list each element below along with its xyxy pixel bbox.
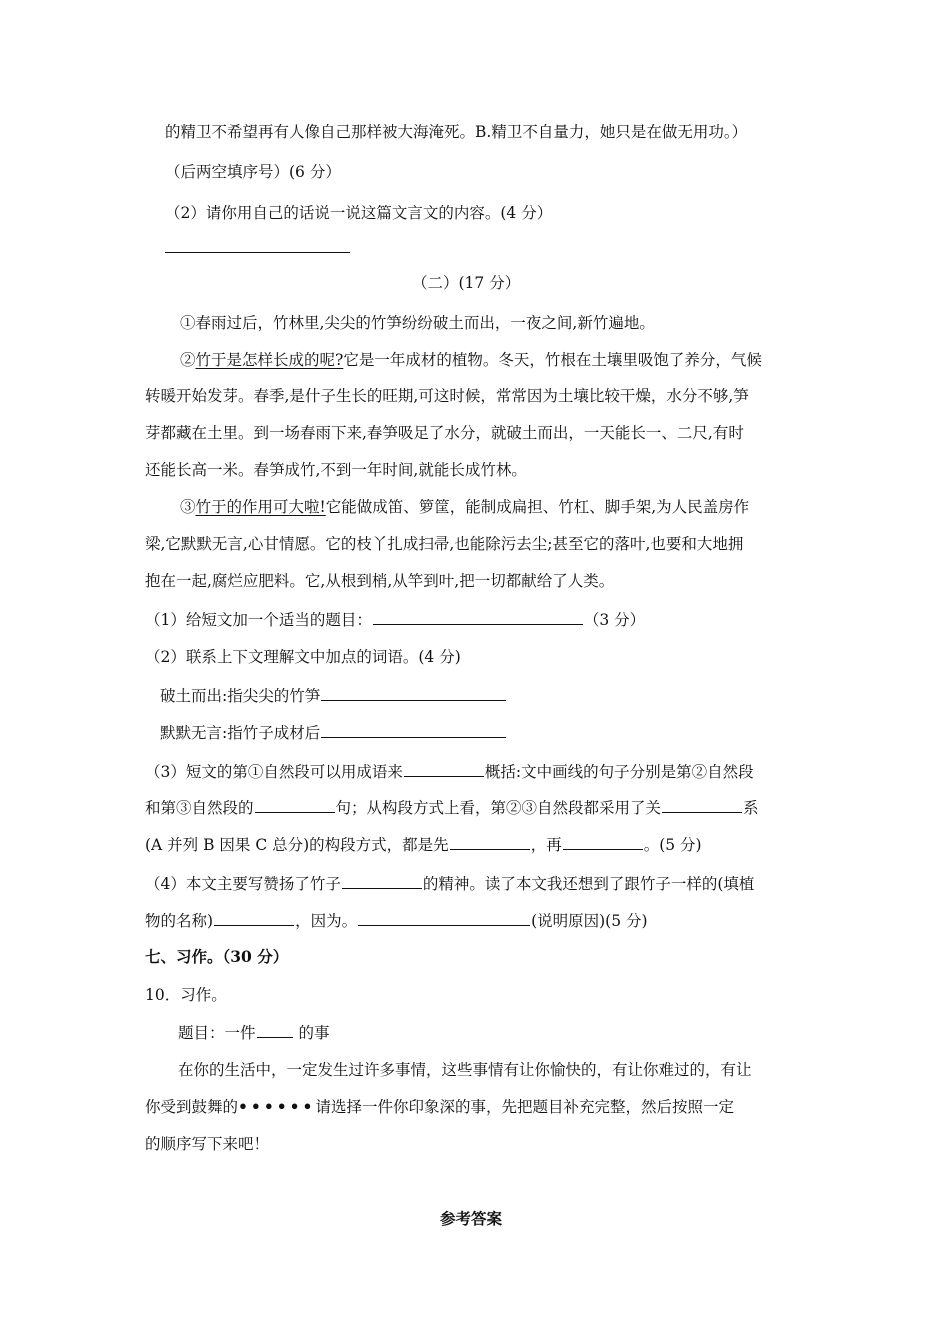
question-2b: 默默无言:指竹子成材后 — [160, 722, 507, 742]
paragraph-3-line: 梁,它默默无言,心甘情愿。它的枝丫扎成扫帚,也能除污去尘;甚至它的落叶,也要和大地拥 — [145, 535, 744, 553]
answer-blank[interactable] — [342, 873, 422, 889]
answer-blank[interactable] — [404, 761, 484, 777]
answer-blank[interactable] — [255, 797, 335, 813]
question-3-line: (A 并列 B 因果 C 总分)的构段方式，都是先 ，再 。(5 分) — [145, 836, 702, 854]
answer-blank[interactable] — [358, 910, 530, 926]
answers-heading: 参考答案 — [440, 1209, 503, 1228]
underlined-sentence: 竹于是怎样长成的呢? — [195, 351, 344, 369]
paragraph-1: ①春雨过后，竹林里,尖尖的竹笋纷纷破土而出，一夜之间,新竹遍地。 — [180, 314, 655, 332]
answer-blank[interactable] — [450, 834, 530, 850]
question-4-line: （4）本文主要写赞扬了竹子 的精神。读了本文我还想到了跟竹子一样的(填植 — [145, 875, 755, 893]
answer-blank[interactable] — [662, 797, 742, 813]
question-3-line: 和第③自然段的 句；从构段方式上看，第②③自然段都采用了关 系 — [145, 799, 759, 817]
paragraph-3-line: 抱在一起,腐烂应肥料。它,从根到梢,从竿到叶,把一切都献给了人类。 — [145, 572, 615, 590]
ellipsis-dots: •••••• — [238, 1097, 316, 1116]
item-10: 10．习作。 — [145, 986, 227, 1004]
question-1: （1）给短文加一个适当的题目： （3 分） — [145, 611, 646, 629]
paragraph-2-line: ②竹于是怎样长成的呢?它是一年成材的植物。冬天，竹根在土壤里吸饱了养分，气候 — [180, 351, 762, 369]
section-heading: （二）(17 分） — [412, 274, 521, 292]
paragraph-2-line: 还能长高一米。春笋成竹,不到一年时间,就能长成竹林。 — [145, 461, 527, 479]
section-seven-heading: 七、习作。（30 分） — [145, 947, 289, 966]
composition-prompt-line: 你受到鼓舞的••••••请选择一件你印象深的事，先把题目补充完整，然后按照一定 — [145, 1097, 734, 1116]
composition-title: 题目：一件 的事 — [178, 1024, 330, 1042]
answer-blank[interactable] — [321, 722, 506, 738]
question-text: （2）请你用自己的话说一说这篇文言文的内容。(4 分） — [165, 204, 553, 222]
answer-blank[interactable] — [563, 834, 643, 850]
question-4-line: 物的名称) ，因为。 (说明原因)(5 分) — [145, 912, 648, 930]
paragraph-3-line: ③竹于的作用可大啦!它能做成笛、箩筐，能制成扁担、竹杠、脚手架,为人民盖房作 — [180, 498, 750, 516]
question-3-line: （3）短文的第①自然段可以用成语来 概括:文中画线的句子分别是第②自然段 — [145, 763, 754, 781]
passage-one-line: （后两空填序号）(6 分） — [165, 163, 341, 181]
composition-prompt-line: 在你的生活中，一定发生过许多事情，这些事情有让你愉快的，有让你难过的，有让 — [178, 1061, 752, 1079]
answer-blank[interactable] — [373, 609, 583, 625]
paragraph-2-line: 芽都藏在土里。到一场春雨下来,春笋吸足了水分，就破土而出，一天能长一、二尺,有时 — [145, 424, 744, 442]
composition-prompt-line: 的顺序写下来吧！ — [145, 1135, 270, 1153]
answer-blank[interactable] — [321, 685, 506, 701]
answer-line — [165, 252, 350, 253]
answer-blank[interactable] — [214, 910, 294, 926]
passage-one-line: 的精卫不希望再有人像自己那样被大海淹死。B.精卫不自量力，她只是在做无用功。） — [165, 123, 748, 141]
answer-blank[interactable] — [257, 1022, 293, 1038]
paragraph-2-line: 转暖开始发芽。春季,是什子生长的旺期,可这时候，常常因为土壤比较干燥，水分不够,笋 — [145, 387, 749, 405]
question-2a: 破土而出:指尖尖的竹笋 — [160, 685, 507, 705]
underlined-sentence: 竹于的作用可大啦! — [195, 498, 326, 516]
question-2: （2）联系上下文理解文中加点的词语。(4 分) — [145, 648, 461, 666]
